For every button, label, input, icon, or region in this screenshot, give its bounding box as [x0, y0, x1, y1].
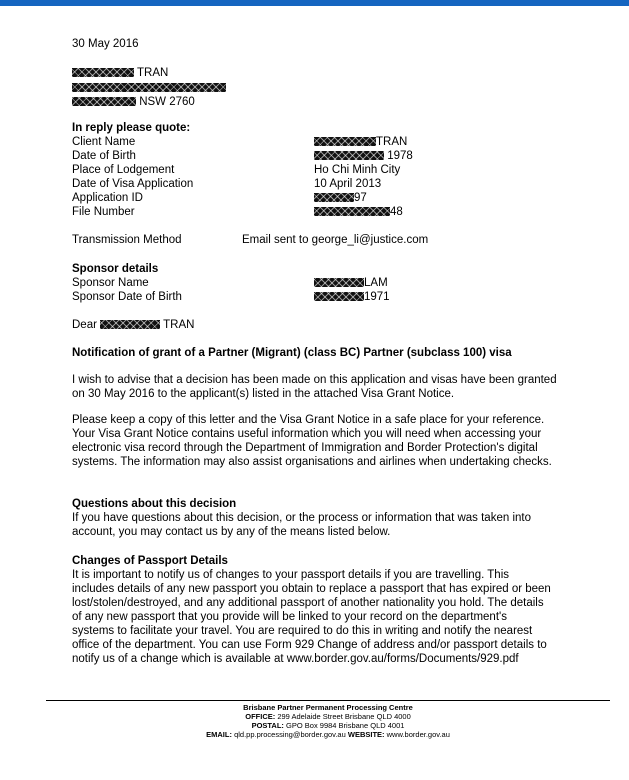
redaction	[100, 320, 160, 329]
salutation: Dear TRAN	[72, 319, 195, 331]
dob-value: 1978	[314, 149, 413, 163]
redaction	[314, 292, 364, 301]
paragraph-keep-copy: Please keep a copy of this letter and the Visa Grant Notice in a safe place for your reference. Your Visa Grant Notice contains useful information which you will need when accessing your electronic visa record through the Department of Immigration and Border Protection's digital systems. The information may also assist organisations and airlines when undertaking checks.	[72, 414, 552, 468]
redaction	[314, 137, 376, 146]
sponsor-heading: Sponsor details	[72, 263, 159, 275]
questions-text: If you have questions about this decision, or the process or information that was taken into account, you may contact us by any of the means listed below.	[72, 512, 531, 538]
address-line-1: TRAN	[72, 66, 168, 80]
sponsor-name-label: Sponsor Name	[72, 277, 149, 289]
footer-divider	[46, 700, 610, 701]
letter-date: 30 May 2016	[72, 38, 139, 50]
quote-heading: In reply please quote:	[72, 122, 191, 134]
file-number-label: File Number	[72, 206, 135, 218]
top-accent-bar	[0, 0, 629, 6]
footer-email-link[interactable]: qld.pp.processing@border.gov.au	[234, 730, 346, 739]
redaction	[72, 97, 136, 106]
redaction	[72, 68, 134, 77]
file-number-value: 48	[314, 205, 403, 219]
passport-text: It is important to notify us of changes to your passport details if you are travelling. This includes details of any new passport you obtain to replace a passport that has expired or been lost/stolen/destroyed, and any additional passport of another nationality you hold. The details of any new passport that you provide will be linked to your record on the department's systems to facilitate your travel. You are required to do this in writing and notify the nearest office of the department. You can use Form 929 Change of address and/or passport details to notify us of a change which is available at www.border.gov.au/forms/Documents/929.pdf	[72, 569, 551, 665]
lodgement-label: Place of Lodgement	[72, 164, 175, 176]
application-id-label: Application ID	[72, 192, 143, 204]
redaction	[314, 193, 354, 202]
footer-website-link[interactable]: www.border.gov.au	[386, 730, 450, 739]
notification-title: Notification of grant of a Partner (Migrant) (class BC) Partner (subclass 100) visa	[72, 347, 512, 359]
transmission-label: Transmission Method	[72, 234, 182, 246]
address-line-3: NSW 2760	[72, 95, 195, 109]
application-date-value: 10 April 2013	[314, 178, 382, 190]
redaction	[314, 151, 384, 160]
footer-centre-name: Brisbane Partner Permanent Processing Centre	[243, 703, 413, 712]
footer-office: OFFICE: 299 Adelaide Street Brisbane QLD 4000	[245, 712, 411, 721]
address-line-2	[72, 81, 226, 95]
footer-postal: POSTAL: GPO Box 9984 Brisbane QLD 4001	[251, 721, 405, 730]
transmission-value: Email sent to george_li@justice.com	[242, 234, 429, 246]
application-date-label: Date of Visa Application	[72, 178, 194, 190]
passport-heading: Changes of Passport Details	[72, 555, 228, 567]
sponsor-name-value: LAM	[314, 276, 388, 290]
redaction	[314, 278, 364, 287]
application-id-value: 97	[314, 191, 367, 205]
questions-heading: Questions about this decision	[72, 498, 237, 510]
lodgement-value: Ho Chi Minh City	[314, 164, 401, 176]
redaction	[72, 83, 226, 92]
footer-contact: EMAIL: qld.pp.processing@border.gov.au WEBSITE: www.border.gov.au	[206, 730, 450, 739]
dob-label: Date of Birth	[72, 150, 136, 162]
sponsor-dob-label: Sponsor Date of Birth	[72, 291, 182, 303]
redaction	[314, 207, 390, 216]
client-name-label: Client Name	[72, 136, 136, 148]
client-name-value: TRAN	[314, 135, 407, 149]
paragraph-decision: I wish to advise that a decision has been made on this application and visas have been granted on 30 May 2016 to the applicant(s) listed in the attached Visa Grant Notice.	[72, 374, 557, 400]
sponsor-dob-value: 1971	[314, 290, 390, 304]
